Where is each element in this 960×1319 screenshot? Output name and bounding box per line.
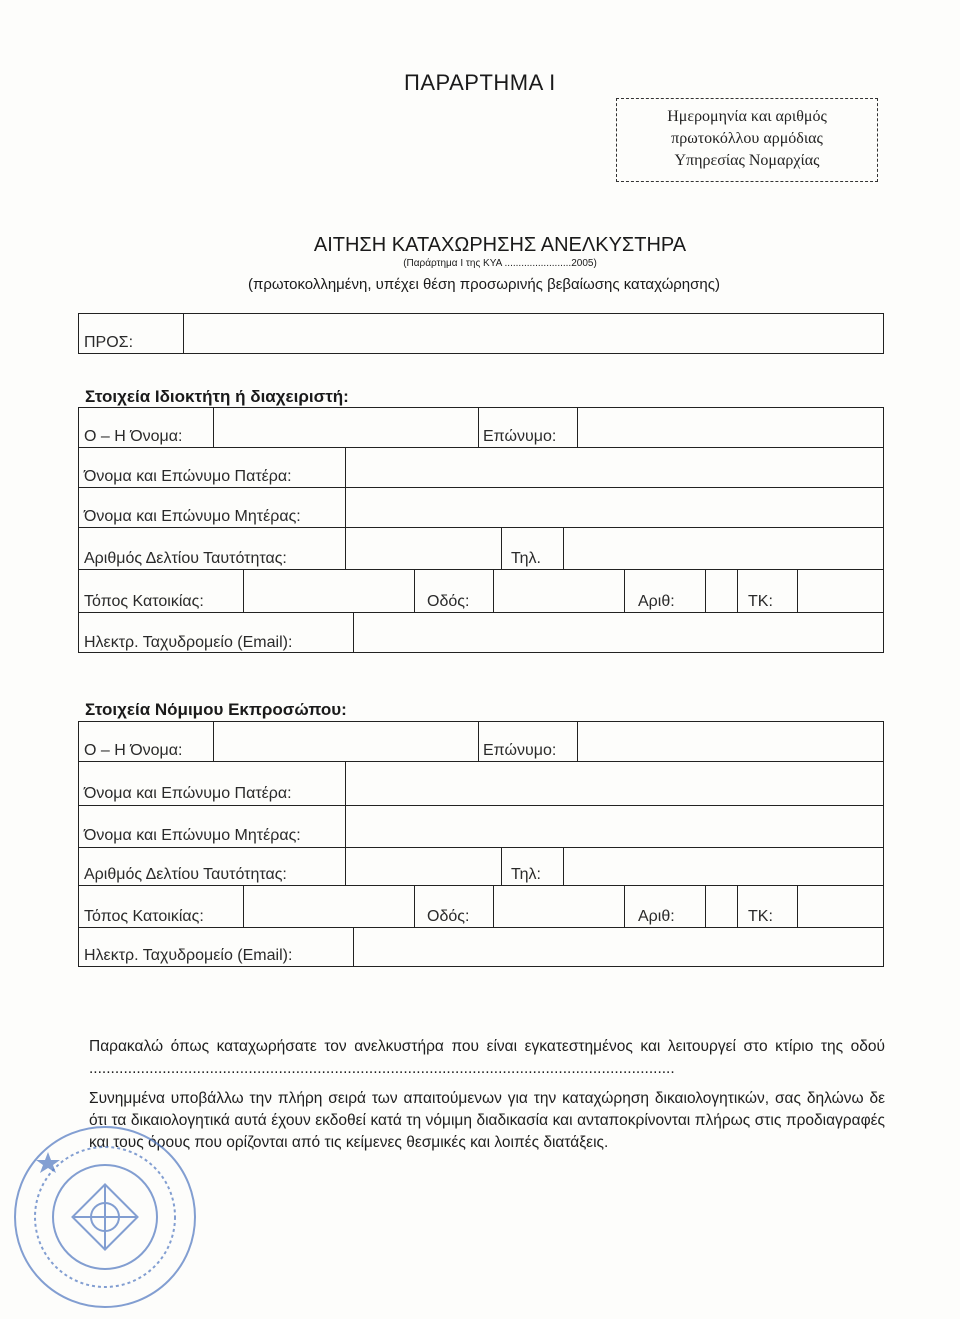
owner-surname-label: Επώνυμο: [483,428,557,445]
rep-id-label: Αριθμός Δελτίου Ταυτότητας: [84,866,287,883]
rep-phone-input[interactable] [565,849,882,884]
form-title: ΑΙΤΗΣΗ ΚΑΤΑΧΩΡΗΣΗΣ ΑΝΕΛΚΥΣΤΗΡΑ [313,234,687,256]
rep-father-label: Όνομα και Επώνυμο Πατέρα: [84,785,292,802]
owner-mother-label: Όνομα και Επώνυμο Μητέρας: [84,508,301,525]
rep-street-label: Οδός: [427,908,470,925]
owner-phone-input[interactable] [565,529,882,568]
owner-id-input[interactable] [347,529,500,568]
owner-father-input[interactable] [347,449,882,486]
owner-number-label: Αριθ: [638,593,675,610]
annex-title: ΠΑΡΑΡΤΗΜΑ Ι [404,70,556,95]
owner-postcode-label: ΤΚ: [748,593,773,610]
owner-residence-label: Τόπος Κατοικίας: [84,593,204,610]
owner-residence-input[interactable] [245,571,413,611]
rep-phone-label: Τηλ: [511,866,541,883]
rep-postcode-input[interactable] [799,887,882,926]
rep-residence-input[interactable] [245,887,413,926]
rep-father-input[interactable] [347,763,882,804]
rep-mother-input[interactable] [347,807,882,846]
owner-email-input[interactable] [355,614,882,652]
protocol-stamp-box [616,98,878,182]
to-input[interactable] [185,315,882,352]
protocol-line-3: Υπηρεσίας Νομαρχίας [674,152,820,169]
attachments-paragraph: Συνημμένα υποβάλλω την πλήρη σειρά των απαιτούμενων για την καταχώρηση δικαιολογητικών, σας δηλώνω δε ότι τα δικαιολογητικά αυτά έχουν εκδοθεί κατά τη νόμιμη διαδικασία και ανταποκρίνονται πλήρως στις προδιαγραφές και τους όρους που ορίζονται από τις κείμενες θεσμικές και λοιπές διατάξεις. [89,1090,885,1151]
owner-email-label: Ηλεκτρ. Ταχυδρομείο (Email): [84,634,293,651]
rep-first-name-label: Ο – Η Όνομα: [84,742,183,759]
request-paragraph: Παρακαλώ όπως καταχωρήσατε τον ανελκυστήρα που είναι εγκατεστημένος και λειτουργεί στο κτίριο της οδού ........................................................................................................................................ [89,1038,885,1077]
rep-email-label: Ηλεκτρ. Ταχυδρομείο (Email): [84,947,293,964]
rep-street-input[interactable] [495,887,623,926]
owner-section-title: Στοιχεία Ιδιοκτήτη ή διαχειριστή: [85,387,349,406]
owner-mother-input[interactable] [347,489,882,526]
to-label: ΠΡΟΣ: [84,334,134,351]
rep-surname-label: Επώνυμο: [483,742,557,759]
owner-street-label: Οδός: [427,593,470,610]
protocol-line-2: πρωτοκόλλου αρμόδιας [671,130,823,147]
rep-email-input[interactable] [355,929,882,966]
rep-mother-label: Όνομα και Επώνυμο Μητέρας: [84,827,301,844]
owner-surname-input[interactable] [579,409,882,446]
protocol-line-1: Ημερομηνία και αριθμός [667,108,827,125]
rep-section-title: Στοιχεία Νόμιμου Εκπροσώπου: [85,700,347,719]
form-reference: (Παράρτημα Ι της ΚΥΑ ........................2005) [403,258,597,269]
owner-father-label: Όνομα και Επώνυμο Πατέρα: [84,468,292,485]
owner-first-name-label: Ο – Η Όνομα: [84,428,183,445]
rep-number-label: Αριθ: [638,908,675,925]
rep-first-name-input[interactable] [215,723,477,760]
owner-first-name-input[interactable] [215,409,477,446]
rep-postcode-label: ΤΚ: [748,908,773,925]
owner-id-label: Αριθμός Δελτίου Ταυτότητας: [84,550,287,567]
rep-number-input[interactable] [707,887,736,926]
official-seal-icon [10,1122,200,1312]
owner-phone-label: Τηλ. [511,550,541,567]
rep-surname-input[interactable] [579,723,882,760]
owner-number-input[interactable] [707,571,736,611]
form-note: (πρωτοκολλημένη, υπέχει θέση προσωρινής βεβαίωσης καταχώρησης) [248,276,720,293]
owner-street-input[interactable] [495,571,623,611]
owner-postcode-input[interactable] [799,571,882,611]
rep-residence-label: Τόπος Κατοικίας: [84,908,204,925]
rep-id-input[interactable] [347,849,500,884]
